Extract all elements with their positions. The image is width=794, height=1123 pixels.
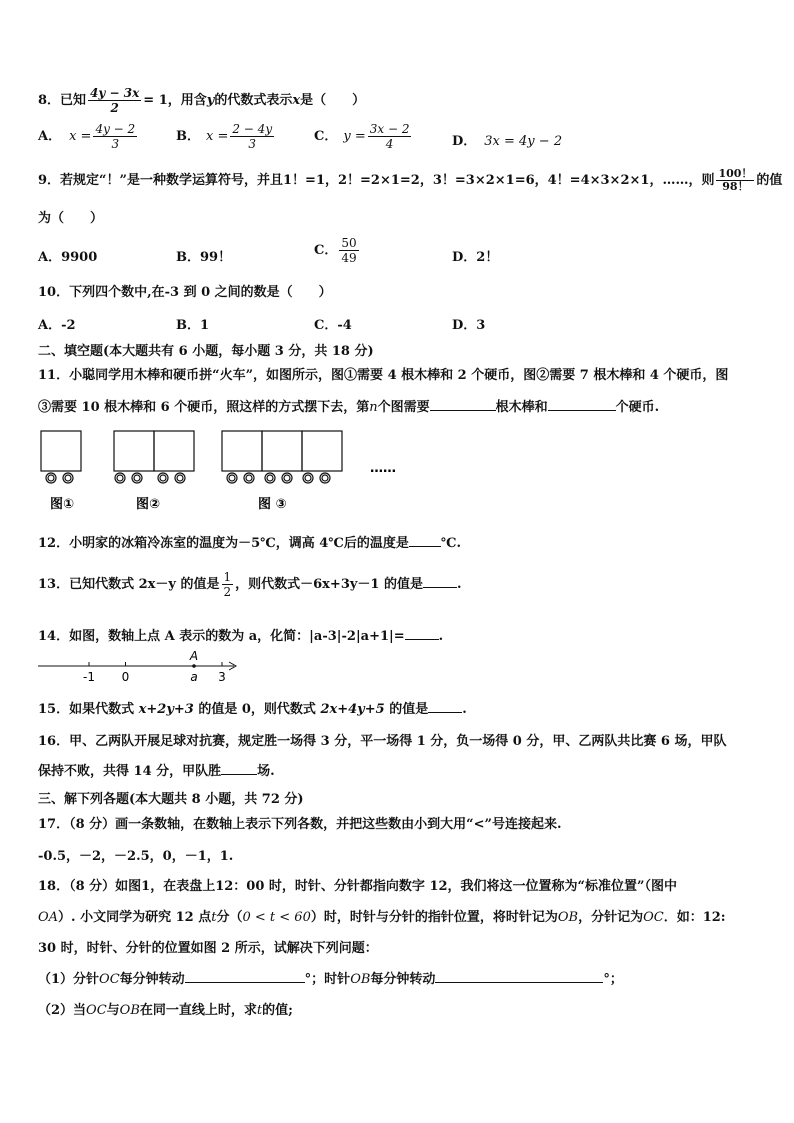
fig1-car — [41, 431, 81, 471]
q8-option-b-fraction — [230, 122, 274, 151]
q13-blank[interactable] — [423, 576, 457, 588]
q12-stem — [38, 532, 461, 551]
q16-text-b: 场. — [257, 764, 275, 779]
q15-text-b: 的值是 0，则代数式 — [193, 702, 321, 717]
q18-text-f: ．如：12: — [663, 910, 726, 925]
q8-after-fraction: = 1，用含 — [143, 93, 207, 108]
q8-option-a — [38, 122, 139, 151]
q18-var-t: t — [211, 910, 217, 925]
q18-p1-blank-hour[interactable] — [435, 971, 603, 983]
q13-period: . — [457, 577, 462, 592]
q9-line1: 9．若规定“！”是一种数学运算符号，并且1！=1，2！=2×1=2，3！=3×2×1=6，4！=4×3×2×1，……，则 — [38, 173, 715, 188]
q14-blank[interactable] — [405, 628, 439, 640]
fig3-car — [262, 431, 302, 471]
q18-line1: 18．（8 分）如图1，在表盘上12：00 时，时针、分针都指向数字 12，我们将这一位置称为“标准位置”（图中 — [38, 879, 677, 894]
fig3-car — [302, 431, 342, 471]
q12-unit: ℃. — [440, 536, 461, 551]
q16-text-a: 保持不败，共得 14 分，甲队胜 — [38, 764, 222, 779]
q18-p1-text-d: 每分钟转动 — [370, 972, 436, 987]
q11-line2-c: 根木棒和 — [495, 400, 548, 415]
q9-option-d: D．2！ — [452, 250, 499, 265]
q18-p1-text-b: 每分钟转动 — [119, 972, 185, 987]
q8-option-c — [314, 122, 413, 151]
q9-option-b: B．99！ — [176, 250, 232, 265]
q18-p2-text-a: （2）当 — [38, 1003, 87, 1018]
q9-fraction — [716, 168, 754, 193]
q16-line2 — [38, 760, 275, 779]
q9-tail: 的值 — [756, 173, 783, 188]
q13-fraction-num: 1 — [223, 570, 232, 584]
section-2-heading: 二、填空题(本大题共有 6 小题，每小题 3 分，共 18 分) — [38, 344, 374, 359]
q8-stem — [38, 86, 365, 115]
q9-fraction-den: 98！ — [722, 180, 749, 193]
q8-var-y: y — [206, 93, 215, 108]
q9-stem-line2: 为（ ） — [38, 211, 104, 226]
q15-expr1: x+2y+3 — [138, 702, 194, 717]
q18-p2-ob: OB — [119, 1003, 140, 1018]
q18-text-e: ，分针记为 — [578, 910, 644, 925]
q18-p1-text-a: （1）分针 — [38, 972, 100, 987]
q8-option-a-label: A． — [38, 129, 62, 144]
fig1-label: 图① — [50, 497, 75, 512]
section-3-heading: 三、解下列各题(本大题共 8 小题，共 72 分) — [38, 792, 304, 807]
q9-fraction-num: 100！ — [718, 167, 753, 180]
q11-blank-coins[interactable] — [548, 399, 616, 411]
q9-option-c-fraction — [339, 236, 358, 265]
q14-stem — [38, 625, 443, 644]
q9-option-c-den: 49 — [341, 251, 357, 265]
fig2-car — [154, 431, 194, 471]
q8-option-c-num: 3x − 2 — [369, 122, 410, 136]
q18-p2-var-t: t — [256, 1003, 263, 1018]
q10-option-b: B．1 — [176, 318, 210, 333]
q8-option-b — [176, 122, 276, 151]
q18-p1-blank-minute[interactable] — [185, 971, 305, 983]
q15-stem — [38, 698, 467, 717]
q8-option-c-label: C． — [314, 129, 338, 144]
q11-line2-a: ③需要 10 根木棒和 6 个硬币，照这样的方式摆下去，第 — [38, 400, 370, 415]
q11-line1: 11．小聪同学用木棒和硬币拼“火车”，如图所示，图①需要 4 根木棒和 2 个硬币，图②需要 7 根木棒和 4 个硬币，图 — [38, 368, 729, 383]
q15-period: . — [462, 702, 467, 717]
q10-option-c: C．-4 — [314, 318, 352, 333]
q17-line2: -0.5，－2，－2.5，0，－1，1. — [38, 849, 234, 864]
q8-fraction-numerator: 4y − 3x — [90, 86, 140, 100]
q9-option-c — [314, 236, 361, 265]
q8-option-d-text: 3x = 4y − 2 — [484, 134, 563, 149]
number-line-tick-label: 0 — [121, 670, 130, 684]
q8-option-a-lhs: x = — [69, 129, 92, 144]
q18-part1 — [38, 968, 623, 987]
q8-option-b-label: B． — [176, 129, 200, 144]
q18-p2-text-d: 的值; — [262, 1003, 293, 1018]
number-line-tick-label: -1 — [83, 670, 95, 684]
q14-period: . — [438, 629, 444, 644]
q8-option-b-lhs: x = — [206, 129, 229, 144]
q18-ob: OB — [557, 910, 579, 925]
q9-option-c-label: C． — [314, 243, 338, 258]
q18-p2-text-b: 与 — [106, 1003, 120, 1018]
q18-text-d: ）时，时针与分针的指针位置，将时针记为 — [310, 910, 558, 925]
q8-option-c-lhs: y = — [343, 129, 366, 144]
fig-ellipsis: …… — [370, 461, 396, 476]
q8-suffix: 是（ ） — [300, 93, 366, 108]
q11-line2-b: 个图需要 — [377, 400, 430, 415]
q9-option-a: A．9900 — [38, 250, 98, 265]
q18-p1-ob: OB — [350, 972, 371, 987]
q8-option-a-fraction — [93, 122, 137, 151]
q9-stem-line1 — [38, 168, 782, 193]
q13-fraction — [222, 570, 234, 599]
q8-option-a-den: 3 — [111, 137, 120, 151]
q8-option-c-den: 4 — [385, 137, 394, 151]
q8-option-b-num: 2 − 4y — [232, 122, 273, 136]
q10-option-d: D．3 — [452, 318, 486, 333]
q14-text: 14．如图，数轴上点 A 表示的数为 a，化简：|a-3|-2|a+1|= — [38, 629, 405, 644]
q11-blank-sticks[interactable] — [430, 399, 496, 411]
q15-blank[interactable] — [428, 701, 462, 713]
q14-number-line — [36, 648, 246, 684]
q16-line1: 16．甲、乙两队开展足球对抗赛，规定胜一场得 3 分，平一场得 1 分，负一场得 0 分，甲、乙两队共比赛 6 场，甲队 — [38, 734, 727, 749]
number-line-tick-label: 3 — [218, 670, 226, 684]
q18-oa: OA — [38, 910, 59, 925]
q16-blank[interactable] — [221, 763, 257, 775]
q11-var-n: n — [369, 400, 378, 415]
q11-line2-d: 个硬币. — [615, 400, 660, 415]
q8-prefix: 8．已知 — [38, 93, 87, 108]
q8-fraction — [88, 86, 141, 115]
q15-expr2: 2x+4y+5 — [320, 702, 385, 717]
q18-p1-text-e: °； — [603, 972, 623, 987]
number-line-label-a-value: a — [190, 670, 198, 684]
q8-mid: 的代数式表示 — [214, 93, 293, 108]
q18-text-c: 分（ — [216, 910, 243, 925]
q8-option-a-num: 4y − 2 — [95, 122, 136, 136]
q15-text-a: 15．如果代数式 — [38, 702, 139, 717]
q8-var-x: x — [292, 93, 301, 108]
q13-stem — [38, 570, 462, 599]
number-line-point-a — [192, 664, 196, 668]
q18-range: 0 < t < 60 — [242, 910, 311, 925]
fig3-label: 图 ③ — [258, 497, 287, 512]
q12-blank[interactable] — [409, 535, 441, 547]
q8-fraction-denominator: 2 — [110, 101, 119, 115]
q11-train-figure — [36, 426, 416, 518]
q18-line3: 30 时，时针、分针的位置如图 2 所示，试解决下列问题： — [38, 941, 378, 956]
q18-line2 — [38, 906, 726, 925]
q18-p2-text-c: 在同一直线上时，求 — [139, 1003, 257, 1018]
q18-p2-oc: OC — [86, 1003, 107, 1018]
q17-line1: 17．（8 分）画一条数轴，在数轴上表示下列各数，并把这些数由小到大用“<”号连接起来. — [38, 817, 562, 832]
q8-option-d-label: D． — [452, 134, 477, 149]
q11-line2 — [38, 396, 659, 415]
q13-text-b: ，则代数式－6x+3y－1 的值是 — [235, 577, 423, 592]
number-line-label-a: A — [189, 649, 199, 663]
q9-option-c-num: 50 — [341, 236, 357, 250]
q18-p1-oc: OC — [99, 972, 120, 987]
fig3-car — [222, 431, 262, 471]
fig2-label: 图② — [136, 497, 161, 512]
q18-part2 — [38, 999, 293, 1018]
q8-option-c-fraction — [368, 122, 412, 151]
q12-text: 12．小明家的冰箱冷冻室的温度为－5℃，调高 4℃后的温度是 — [38, 536, 409, 551]
q8-option-b-den: 3 — [248, 137, 257, 151]
q18-oc: OC — [643, 910, 664, 925]
q10-stem: 10．下列四个数中,在-3 到 0 之间的数是（ ） — [38, 285, 332, 300]
q15-text-c: 的值是 — [384, 702, 429, 717]
q13-text-a: 13．已知代数式 2x－y 的值是 — [38, 577, 220, 592]
q13-fraction-den: 2 — [223, 585, 232, 599]
fig2-car — [114, 431, 154, 471]
q8-option-d — [452, 130, 562, 149]
q18-p1-text-c: °；时针 — [304, 972, 351, 987]
q18-text-b: ）. 小文同学为研究 12 点 — [58, 910, 212, 925]
q10-option-a: A．-2 — [38, 318, 76, 333]
